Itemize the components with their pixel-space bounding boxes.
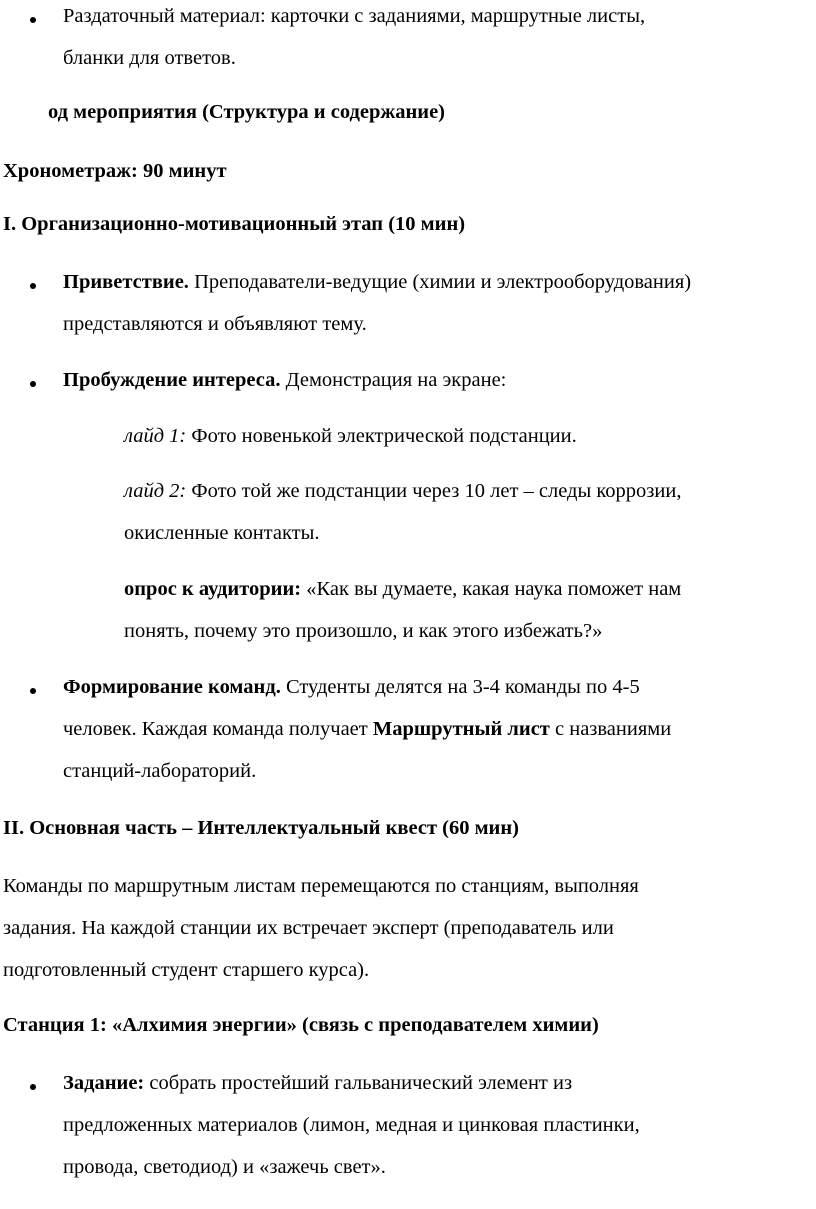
interest-text: Демонстрация на экране: (280, 369, 507, 391)
task-label: Задание: (63, 1072, 145, 1094)
slide-2-label: лайд 2: (124, 480, 187, 502)
question-line-1 (124, 579, 681, 600)
teams-text-1: Студенты делятся на 3-4 команды по 4-5 (280, 676, 640, 698)
slide-2-text-1: Фото той же подстанции через 10 лет – следы коррозии, (186, 480, 682, 502)
slide-1-text: Фото новенькой электрической подстанции. (186, 425, 577, 447)
bullet-marker (30, 688, 36, 694)
intro-bullet-line-2: бланки для ответов. (63, 47, 236, 69)
teams-line-2 (63, 719, 671, 740)
section-2-para-line-1: Команды по маршрутным листам перемещаются по станциям, выполняя (3, 875, 639, 897)
slide-2-line-1 (124, 481, 681, 502)
teams-text-2c: с названиями (549, 718, 672, 740)
bullet-marker (30, 17, 36, 23)
task-text-1: собрать простейший гальванический элемент из (144, 1072, 573, 1094)
slide-1-line (124, 426, 577, 447)
task-line-2: предложенных материалов (лимон, медная и цинковая пластинки, (63, 1114, 640, 1136)
teams-line-1 (63, 677, 640, 698)
bullet-marker (30, 1084, 36, 1090)
section-2-para-line-3: подготовленный студент старшего курса). (3, 959, 370, 981)
intro-bullet-line-1: Раздаточный материал: карточки с заданиями, маршрутные листы, (63, 5, 646, 27)
bullet-marker (30, 381, 36, 387)
course-heading: од мероприятия (Структура и содержание) (48, 101, 446, 123)
teams-label: Формирование команд. (63, 676, 281, 698)
interest-label: Пробуждение интереса. (63, 369, 281, 391)
station-1-heading: Станция 1: «Алхимия энергии» (связь с преподавателем химии) (3, 1014, 599, 1036)
route-sheet-term: Маршрутный лист (372, 718, 550, 740)
slide-2-line-2: окисленные контакты. (124, 522, 320, 544)
slide-1-label: лайд 1: (124, 425, 187, 447)
teams-line-3: станций-лабораторий. (63, 760, 257, 782)
question-label: опрос к аудитории: (124, 578, 302, 600)
timing-heading: Хронометраж: 90 минут (3, 160, 227, 182)
greeting-line-2: представляются и объявляют тему. (63, 313, 367, 335)
section-1-heading: I. Организационно-мотивационный этап (10 мин) (3, 213, 466, 235)
question-text-1: «Как вы думаете, какая наука поможет нам (301, 578, 682, 600)
bullet-marker (30, 283, 36, 289)
task-line-3: провода, светодиод) и «зажечь свет». (63, 1156, 386, 1178)
section-2-para-line-2: задания. На каждой станции их встречает эксперт (преподаватель или (3, 917, 614, 939)
greeting-line-1 (63, 272, 691, 293)
task-line-1 (63, 1073, 572, 1094)
teams-text-2a: человек. Каждая команда получает (63, 718, 373, 740)
question-line-2: понять, почему это произошло, и как этого избежать?» (124, 620, 603, 642)
greeting-label: Приветствие. (63, 271, 189, 293)
greeting-text-1: Преподаватели-ведущие (химии и электрооборудования) (188, 271, 692, 293)
interest-line (63, 370, 506, 391)
section-2-heading: II. Основная часть – Интеллектуальный квест (60 мин) (3, 817, 520, 839)
